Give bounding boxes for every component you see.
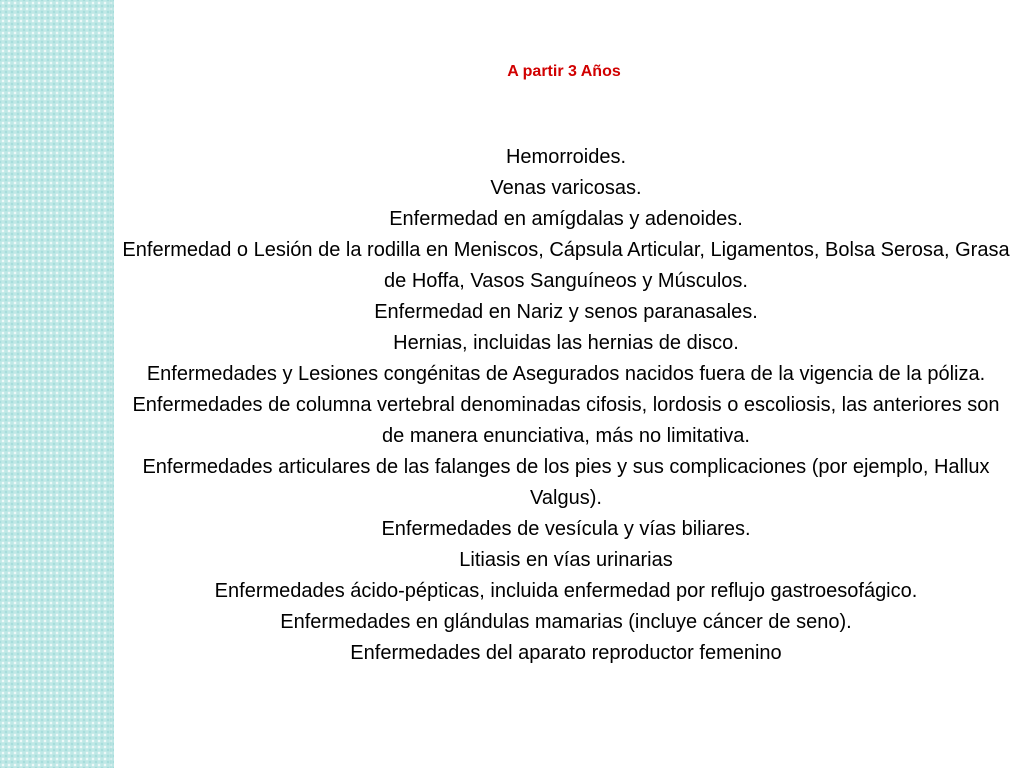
list-item: Enfermedades ácido-pépticas, incluida enfermedad por reflujo gastroesofágico.	[214, 580, 918, 602]
list-item: Enfermedad o Lesión de la rodilla en Meniscos, Cápsula Articular, Ligamentos, Bolsa Serosa, Grasa de Hoffa, Vasos Sanguíneos y Músculos.	[122, 239, 1010, 292]
list-item: Litiasis en vías urinarias	[459, 549, 673, 571]
list-item: Enfermedades de vesícula y vías biliares.	[381, 518, 751, 540]
list-item: Hernias, incluidas las hernias de disco.	[393, 332, 739, 354]
list-item: Enfermedades de columna vertebral denominadas cifosis, lordosis o escoliosis, las anteriores son de manera enunciativa, más no limitativa.	[132, 394, 1000, 447]
slide-heading: A partir 3 Años	[507, 63, 621, 80]
list-item: Venas varicosas.	[490, 177, 642, 199]
decorative-side-band	[0, 0, 114, 768]
list-item: Enfermedad en amígdalas y adenoides.	[389, 208, 743, 230]
list-item: Enfermedades en glándulas mamarias (incluye cáncer de seno).	[280, 611, 852, 633]
list-item: Enfermedades del aparato reproductor femenino	[350, 642, 782, 664]
list-item: Enfermedades articulares de las falanges de los pies y sus complicaciones (por ejemplo, Hallux Valgus).	[142, 456, 990, 509]
list-item: Enfermedades y Lesiones congénitas de Asegurados nacidos fuera de la vigencia de la póliza.	[146, 363, 986, 385]
list-item: Enfermedad en Nariz y senos paranasales.	[374, 301, 758, 323]
list-item: Hemorroides.	[505, 146, 627, 168]
conditions-list	[120, 142, 1012, 669]
slide-content	[114, 0, 1024, 768]
